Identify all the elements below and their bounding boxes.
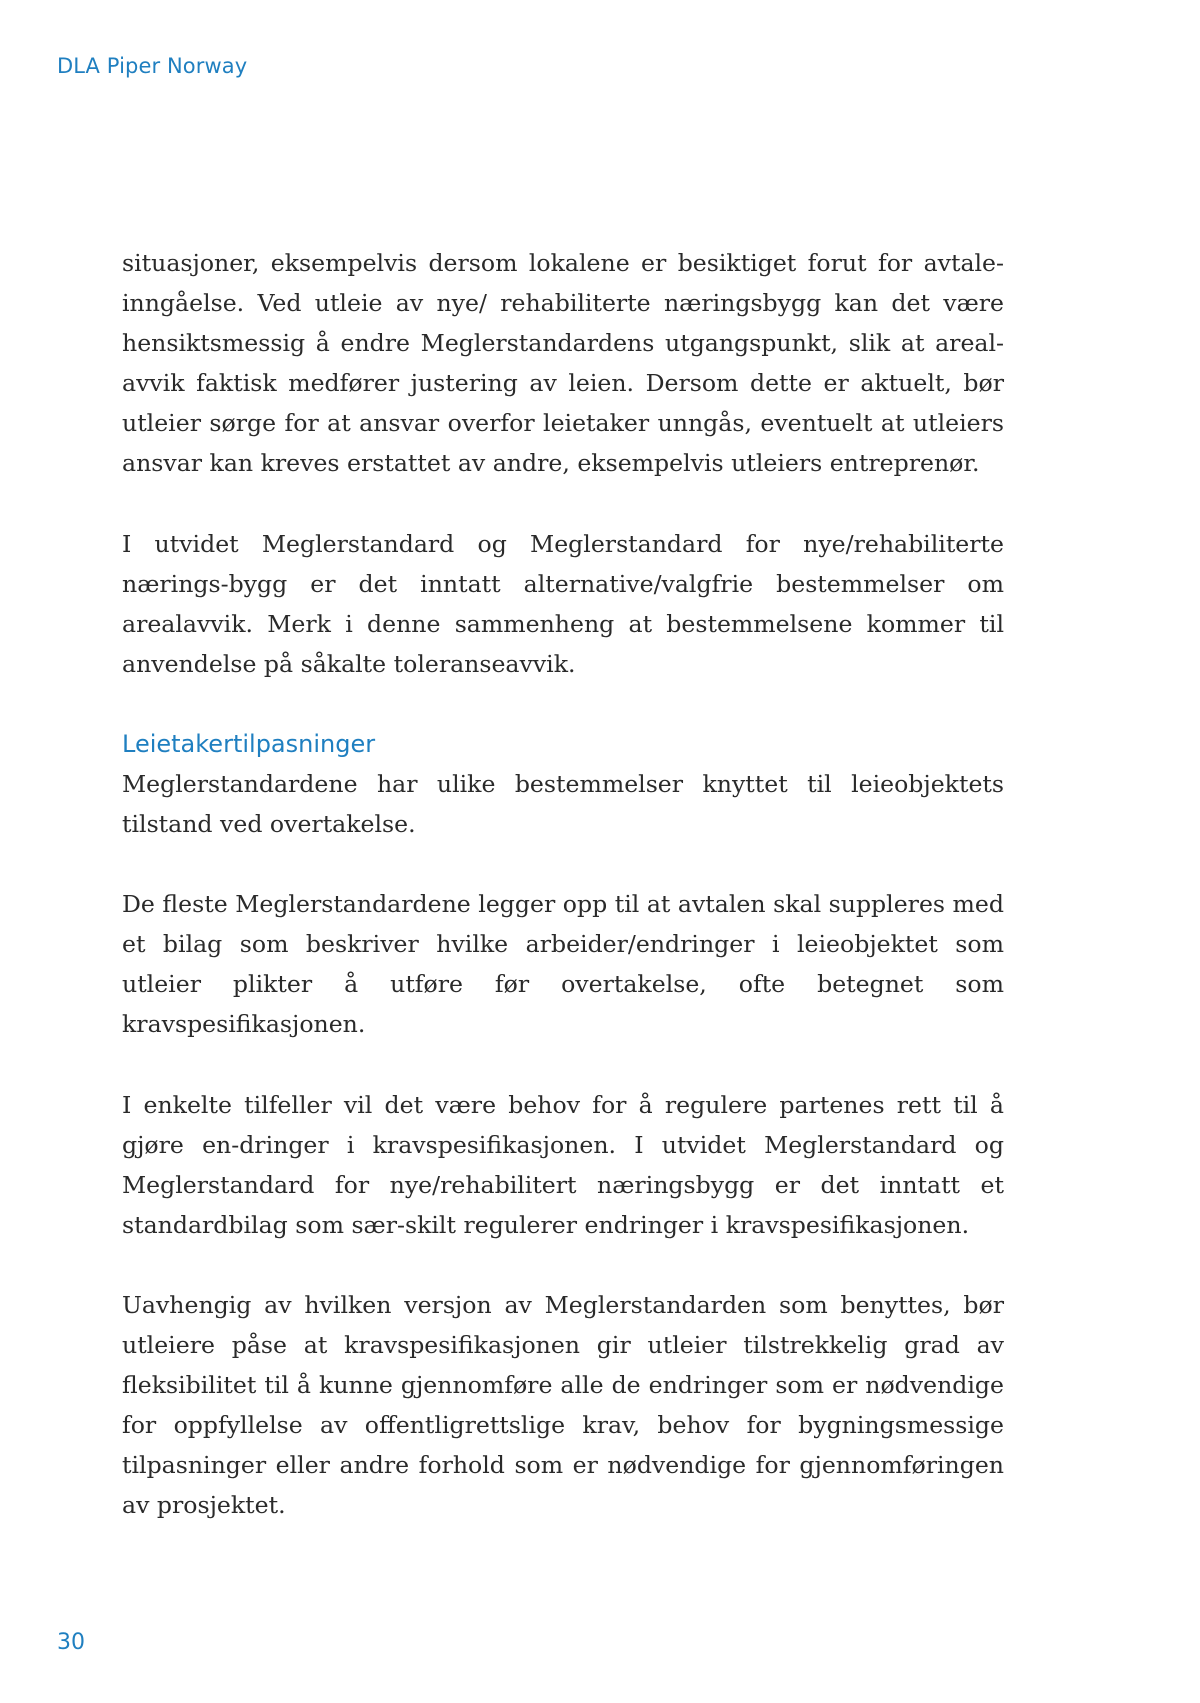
body-paragraph: Meglerstandardene har ulike bestemmelser knyttet til leieobjektets tilstand ved overtakelse.: [122, 769, 1004, 839]
header-brand: DLA Piper Norway: [57, 54, 248, 78]
document-body: [122, 243, 1004, 1525]
body-paragraph: situasjoner, eksempelvis dersom lokalene er besiktiget forut for avtale-inngåelse. Ved utleie av nye/ rehabiliterte næringsbygg kan det være hensiktsmessig å endre Meglerstandardens utgangspunkt, slik at areal-avvik faktisk medfører justering av leien. Dersom dette er aktuelt, bør utleier sørge for at ansvar overfor leietaker unngås, eventuelt at utleiers ansvar kan kreves erstattet av andre, eksempelvis utleiers entreprenør.: [122, 249, 1004, 478]
body-paragraph: De fleste Meglerstandardene legger opp til at avtalen skal suppleres med et bilag som beskriver hvilke arbeider/endringer i leieobjektet som utleier plikter å utføre før overtakelse, ofte betegnet som kravspesifikasjonen.: [122, 890, 1004, 1039]
section-heading: Leietakertilpasninger: [122, 729, 376, 758]
page-number: 30: [57, 1630, 85, 1655]
body-paragraph: Uavhengig av hvilken versjon av Meglerstandarden som benyttes, bør utleiere påse at kravspesifikasjonen gir utleier tilstrekkelig grad av fleksibilitet til å kunne gjennomføre alle de endringer som er nødvendige for oppfyllelse av offentligrettslige krav, behov for bygningsmessige tilpasninger eller andre forhold som er nødvendige for gjennomføringen av prosjektet.: [122, 1290, 1004, 1520]
body-paragraph: I enkelte tilfeller vil det være behov for å regulere partenes rett til å gjøre en-dringer i kravspesifikasjonen. I utvidet Meglerstandard og Meglerstandard for nye/rehabilitert næringsbygg er det inntatt et standardbilag som sær-skilt regulerer endringer i kravspesifikasjonen.: [122, 1090, 1004, 1239]
body-paragraph: I utvidet Meglerstandard og Meglerstandard for nye/rehabiliterte nærings-bygg er det inntatt alternative/valgfrie bestemmelser om arealavvik. Merk i denne sammenheng at bestemmelsene kommer til anvendelse på såkalte toleranseavvik.: [122, 529, 1004, 678]
